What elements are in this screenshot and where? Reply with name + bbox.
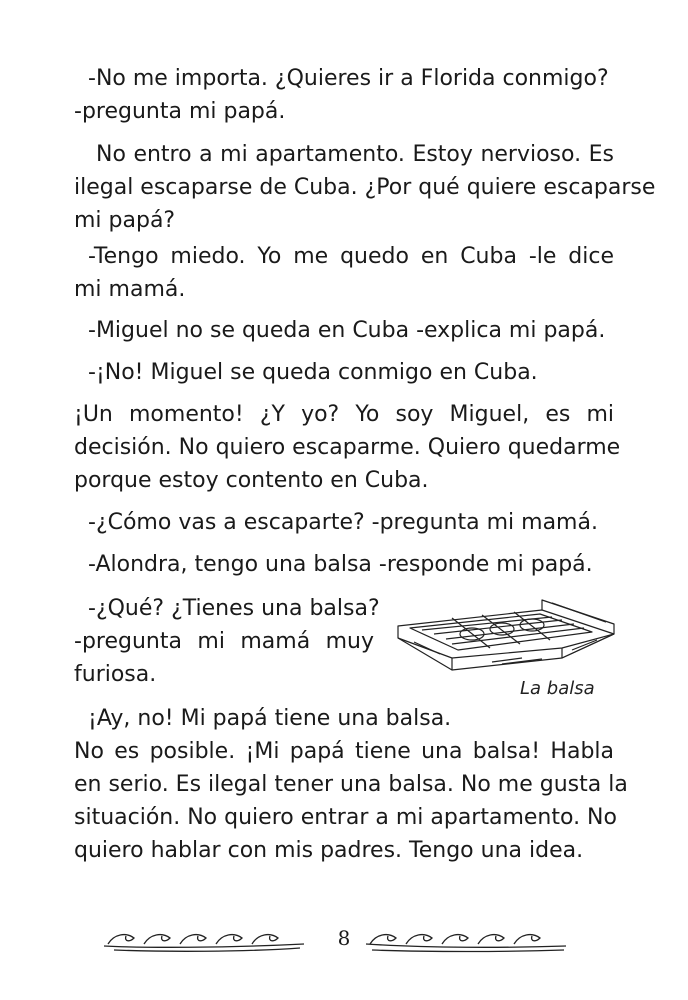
- text-line: ¡Un momento! ¿Y yo? Yo soy Miguel, es mi: [74, 402, 614, 427]
- paragraph-2: [74, 138, 656, 237]
- page-number: 8: [337, 926, 351, 950]
- paragraph-3: [74, 240, 614, 306]
- paragraph-1: [74, 62, 614, 128]
- text-line: porque estoy contento en Cuba.: [74, 468, 429, 493]
- text-line: decisión. No quiero escaparme. Quiero quedarme: [74, 435, 621, 460]
- paragraph-4: [74, 314, 614, 347]
- paragraph-8: [74, 548, 614, 581]
- text-line: No entro a mi apartamento. Estoy nervioso. Es: [96, 142, 614, 167]
- text-line: quiero hablar con mis padres. Tengo una idea.: [74, 838, 584, 863]
- paragraph-10: [74, 702, 628, 867]
- text-line: -¿Cómo vas a escaparte? -pregunta mi mamá.: [88, 510, 598, 535]
- paragraph-6: [74, 398, 621, 497]
- text-line: No es posible. ¡Mi papá tiene una balsa! Habla: [74, 739, 614, 764]
- paragraph-5: [74, 356, 614, 389]
- text-line: -No me importa. ¿Quieres ir a Florida conmigo?: [88, 66, 609, 91]
- text-line: -¡No! Miguel se queda conmigo en Cuba.: [88, 360, 538, 385]
- paragraph-7: [74, 506, 614, 539]
- text-line: ilegal escaparse de Cuba. ¿Por qué quiere escaparse: [74, 175, 656, 200]
- text-line: -pregunta mi papá.: [74, 99, 286, 124]
- text-line: en serio. Es ilegal tener una balsa. No me gusta la: [74, 772, 628, 797]
- text-line: ¡Ay, no! Mi papá tiene una balsa.: [88, 706, 452, 731]
- raft-drawing-icon: [392, 598, 620, 676]
- text-line: -Alondra, tengo una balsa -responde mi papá.: [88, 552, 593, 577]
- wave-ornament-icon: [104, 924, 304, 954]
- wave-ornament-icon: [366, 924, 566, 954]
- text-line: -pregunta mi mamá muy: [74, 629, 374, 654]
- text-line: furiosa.: [74, 662, 157, 687]
- paragraph-9: [74, 592, 380, 691]
- text-line: mi mamá.: [74, 277, 186, 302]
- text-line: -Miguel no se queda en Cuba -explica mi papá.: [88, 318, 606, 343]
- text-line: situación. No quiero entrar a mi apartamento. No: [74, 805, 617, 830]
- text-line: -¿Qué? ¿Tienes una balsa?: [88, 596, 380, 621]
- illustration-caption: La balsa: [520, 678, 595, 699]
- text-line: mi papá?: [74, 208, 176, 233]
- text-line: -Tengo miedo. Yo me quedo en Cuba -le dice: [88, 244, 614, 269]
